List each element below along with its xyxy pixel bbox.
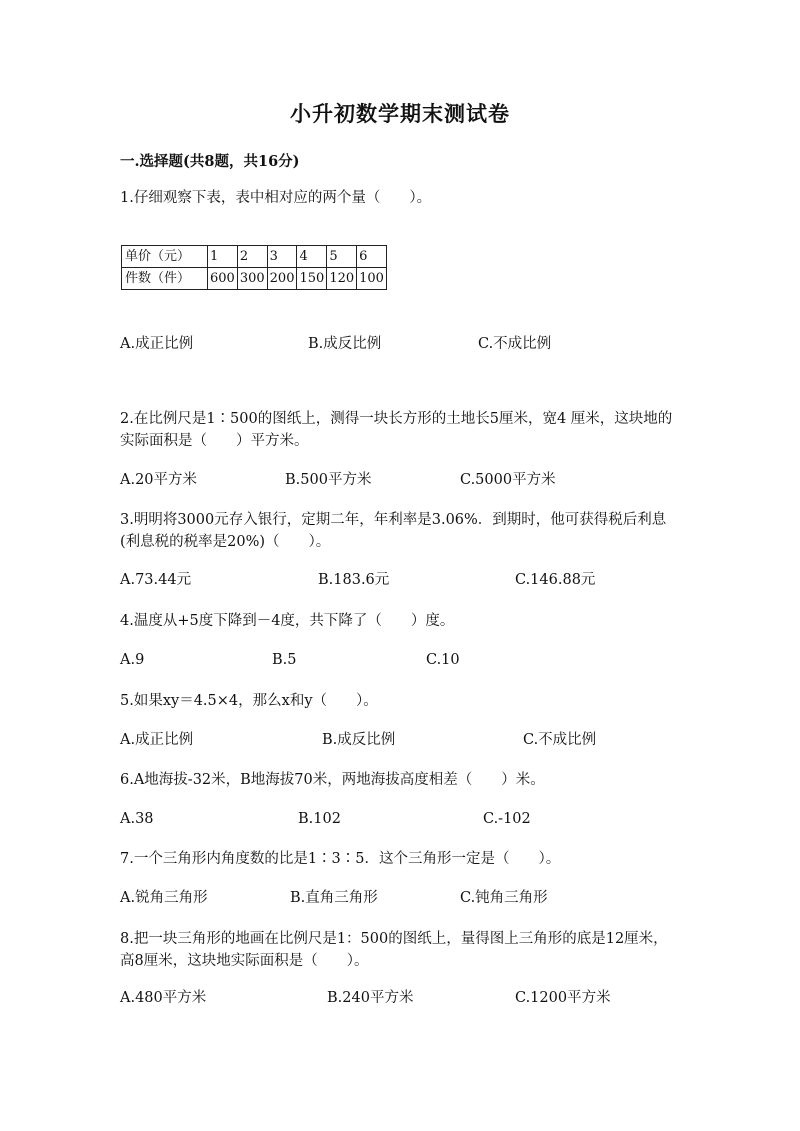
table-cell: 4 bbox=[297, 246, 327, 268]
question-4-option-c[interactable]: C.10 bbox=[426, 652, 460, 668]
question-8-option-b[interactable]: B.240平方米 bbox=[327, 990, 414, 1006]
question-3-option-a[interactable]: A.73.44元 bbox=[120, 572, 192, 588]
question-7-option-c[interactable]: C.钝角三角形 bbox=[460, 890, 548, 906]
question-5-option-c[interactable]: C.不成比例 bbox=[523, 732, 597, 748]
table-row-header: 单价（元） bbox=[122, 246, 208, 268]
table-cell: 5 bbox=[327, 246, 357, 268]
question-1-stem: 1.仔细观察下表，表中相对应的两个量（ ）。 bbox=[120, 190, 432, 206]
question-3-option-b[interactable]: B.183.6元 bbox=[318, 572, 390, 588]
question-3-option-c[interactable]: C.146.88元 bbox=[515, 572, 596, 588]
question-7-stem: 7.一个三角形内角度数的比是1∶3∶5．这个三角形一定是（ ）。 bbox=[120, 851, 561, 867]
table-cell: 600 bbox=[208, 268, 238, 290]
question-1-option-b[interactable]: B.成反比例 bbox=[308, 336, 382, 352]
table-cell: 300 bbox=[237, 268, 267, 290]
question-5-option-b[interactable]: B.成反比例 bbox=[322, 732, 396, 748]
table-cell: 100 bbox=[357, 268, 387, 290]
question-6-stem: 6.A地海拔-32米，B地海拔70米，两地海拔高度相差（ ）米。 bbox=[120, 772, 545, 788]
section-heading: 一.选择题(共8题，共16分) bbox=[120, 153, 300, 170]
question-6-option-a[interactable]: A.38 bbox=[120, 811, 154, 827]
question-2-option-c[interactable]: C.5000平方米 bbox=[460, 472, 556, 488]
question-4-option-b[interactable]: B.5 bbox=[272, 652, 297, 668]
table-cell: 150 bbox=[297, 268, 327, 290]
question-5-option-a[interactable]: A.成正比例 bbox=[120, 732, 194, 748]
question-7-option-a[interactable]: A.锐角三角形 bbox=[120, 890, 208, 906]
question-6-option-c[interactable]: C.-102 bbox=[483, 811, 531, 827]
table-cell: 2 bbox=[237, 246, 267, 268]
price-quantity-table bbox=[121, 245, 387, 290]
page-title: 小升初数学期末测试卷 bbox=[290, 101, 510, 126]
question-1-option-a[interactable]: A.成正比例 bbox=[120, 336, 194, 352]
table-cell: 200 bbox=[267, 268, 297, 290]
question-4-option-a[interactable]: A.9 bbox=[120, 652, 145, 668]
table-row-header: 件数（件） bbox=[122, 268, 208, 290]
table-row bbox=[122, 246, 387, 268]
question-2-stem: 2.在比例尺是1∶500的图纸上，测得一块长方形的土地长5厘米，宽4 厘米，这块地的实际面积是（ ）平方米。 bbox=[120, 411, 673, 449]
question-3-stem: 3.明明将3000元存入银行，定期二年，年利率是3.06%．到期时，他可获得税后利息(利息税的税率是20%)（ ）。 bbox=[120, 512, 667, 550]
table-cell: 1 bbox=[208, 246, 238, 268]
table-row bbox=[122, 268, 387, 290]
question-2-option-b[interactable]: B.500平方米 bbox=[285, 472, 372, 488]
question-8-option-a[interactable]: A.480平方米 bbox=[120, 990, 207, 1006]
question-5-stem: 5.如果xy＝4.5×4，那么x和y（ ）。 bbox=[120, 693, 378, 709]
question-8-option-c[interactable]: C.1200平方米 bbox=[515, 990, 611, 1006]
question-7-option-b[interactable]: B.直角三角形 bbox=[290, 890, 378, 906]
table-cell: 3 bbox=[267, 246, 297, 268]
question-6-option-b[interactable]: B.102 bbox=[298, 811, 341, 827]
table-cell: 120 bbox=[327, 268, 357, 290]
table-cell: 6 bbox=[357, 246, 387, 268]
question-4-stem: 4.温度从+5度下降到－4度，共下降了（ ）度。 bbox=[120, 613, 455, 629]
question-8-stem: 8.把一块三角形的地画在比例尺是1：500的图纸上，量得图上三角形的底是12厘米，高8厘米，这块地实际面积是（ ）。 bbox=[120, 931, 668, 969]
question-2-option-a[interactable]: A.20平方米 bbox=[120, 472, 198, 488]
question-1-option-c[interactable]: C.不成比例 bbox=[478, 336, 552, 352]
